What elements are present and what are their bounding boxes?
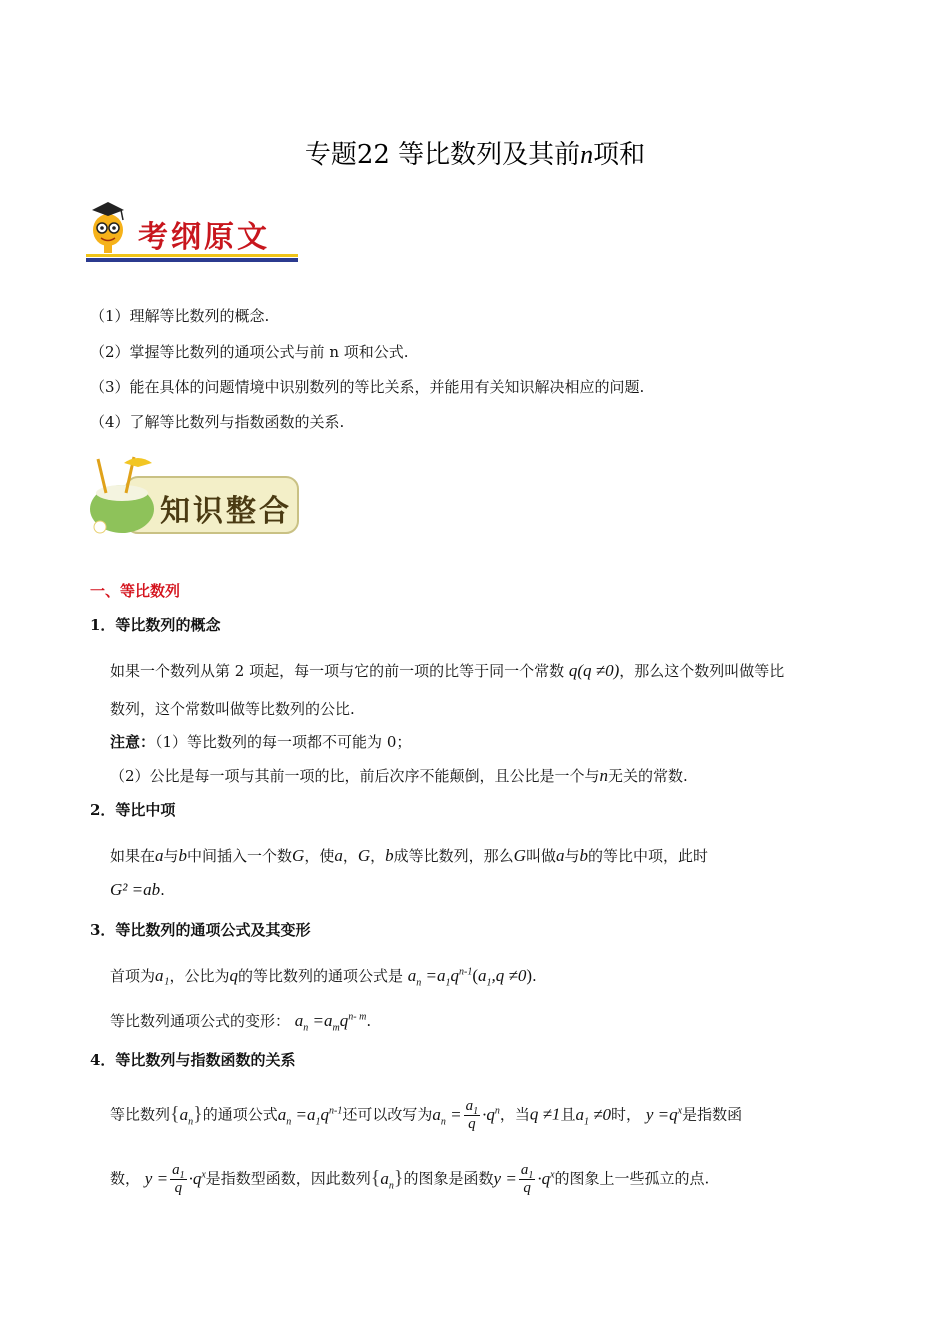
heading-geometric-mean: 2．等比中项 bbox=[90, 801, 176, 819]
general-text: 首项为 bbox=[110, 967, 156, 985]
mean-equation bbox=[110, 880, 165, 900]
variant-text: 等比数列通项公式的变形： bbox=[110, 1012, 291, 1030]
mean-text: 成等比数列，那么 bbox=[393, 847, 514, 865]
exponential-para-2 bbox=[110, 1162, 709, 1198]
exp-text: 数， bbox=[110, 1169, 141, 1188]
heading-exponential: 4．等比数列与指数函数的关系 bbox=[90, 1051, 296, 1069]
exp-text: 的图象是函数 bbox=[403, 1169, 494, 1188]
section-heading: 一、等比数列 bbox=[90, 582, 181, 600]
sequence-an: $\{a_n\}$ bbox=[170, 1102, 203, 1128]
formula-an: $a_n =a_1q^{n-1}$ bbox=[277, 1104, 343, 1128]
formula-rewrite: $a_n$ = $\frac{a_1}{q}$ $\cdot q^n$ bbox=[432, 1098, 500, 1133]
var-G: G bbox=[292, 846, 305, 865]
outline-item-2: （2）掌握等比数列的通项公式与前 n 项和公式. bbox=[90, 343, 409, 361]
mean-dot: . bbox=[160, 881, 165, 899]
heading-concept: 1．等比数列的概念 bbox=[90, 616, 221, 634]
exp-text: 是指数型函数，因此数列 bbox=[205, 1169, 371, 1188]
concept-text: 如果一个数列从第 2 项起，每一项与它的前一项的比等于同一个常数 bbox=[110, 662, 565, 680]
mean-text: ，使 bbox=[304, 847, 335, 865]
exp-type-function: y = $\frac{a_1}{q}$ $\cdot q^x$ bbox=[493, 1162, 555, 1197]
mean-text: 叫做 bbox=[525, 847, 556, 865]
general-text: 的等比数列的通项公式是 bbox=[237, 967, 403, 985]
mean-text: ， bbox=[370, 847, 386, 865]
var-b: b bbox=[579, 846, 588, 865]
mean-text: 与 bbox=[163, 847, 179, 865]
mean-para bbox=[110, 845, 708, 866]
var-b: b bbox=[385, 846, 394, 865]
outline-item-1: （1）理解等比数列的概念. bbox=[90, 307, 270, 325]
note-2-end: 无关的常数. bbox=[608, 767, 688, 785]
var-a: a bbox=[334, 846, 343, 865]
exp-text: ，当 bbox=[499, 1105, 530, 1124]
outline-item-4: （4）了解等比数列与指数函数的关系. bbox=[90, 413, 345, 431]
outline-item-3: （3）能在具体的问题情境中识别数列的等比关系，并能用有关知识解决相应的问题. bbox=[90, 378, 645, 396]
outline-badge-text: 考纲原文 bbox=[138, 220, 270, 255]
ratio-condition: q(q ≠0) bbox=[568, 661, 620, 680]
var-b: b bbox=[178, 846, 188, 865]
heading-general-term: 3．等比数列的通项公式及其变形 bbox=[90, 921, 311, 939]
concept-para-2: 数列，这个常数叫做等比数列的公比. bbox=[110, 700, 355, 718]
variant-dot: . bbox=[366, 1012, 372, 1030]
variant-formula: $a_n =a_mq^{n- m}$ bbox=[294, 1011, 367, 1034]
var-a: a bbox=[155, 846, 164, 865]
concept-text-end: ，那么这个数列叫做等比 bbox=[619, 662, 785, 680]
knowledge-badge-text: 知识整合 bbox=[160, 494, 292, 529]
mean-text: ， bbox=[342, 847, 358, 865]
note-label: 注意： bbox=[110, 733, 156, 751]
mean-text: 的等比中项，此时 bbox=[587, 847, 708, 865]
note-2 bbox=[110, 765, 688, 786]
var-G: G bbox=[357, 846, 371, 865]
exponential-para-1 bbox=[110, 1098, 742, 1134]
exp-text: 的通项公式 bbox=[202, 1105, 278, 1124]
exp-text: 等比数列 bbox=[110, 1105, 171, 1124]
knowledge-badge bbox=[86, 453, 302, 539]
title-prefix: 专题22 等比数列及其前 bbox=[304, 140, 581, 170]
exp-text: 的图象上一些孤立的点. bbox=[554, 1169, 710, 1188]
note-1 bbox=[110, 731, 411, 752]
mean-text: 与 bbox=[564, 847, 580, 865]
exp-type-function: y = $\frac{a_1}{q}$ $\cdot q^x$ bbox=[144, 1162, 206, 1197]
exp-function: $y =q^x$ bbox=[645, 1104, 683, 1124]
outline-badge bbox=[86, 196, 298, 266]
general-term-formula: $a_n =a_1q^{n-1}(a_1,q \ne 0)$ bbox=[407, 966, 533, 989]
exp-text: 且 bbox=[560, 1105, 576, 1124]
general-text: ，公比为 bbox=[169, 967, 230, 985]
mean-text: 中间插入一个数 bbox=[187, 847, 293, 865]
exp-text: 是指数函 bbox=[682, 1105, 743, 1124]
first-term: a₁ bbox=[155, 966, 170, 985]
var-a: a bbox=[555, 846, 565, 865]
cond-a1: $a_1 \ne 0$ bbox=[575, 1104, 612, 1128]
title-var: n bbox=[580, 140, 594, 169]
exp-text: 还可以改写为 bbox=[342, 1105, 433, 1124]
note-1-text: （1）等比数列的每一项都不可能为 0； bbox=[155, 733, 412, 751]
general-term-para bbox=[110, 965, 537, 989]
page-title bbox=[0, 134, 950, 171]
exp-text: 时， bbox=[611, 1105, 642, 1124]
mean-formula: G² =ab bbox=[110, 880, 161, 899]
variant-para bbox=[110, 1010, 372, 1034]
concept-para-1 bbox=[110, 660, 784, 681]
mean-text: 如果在 bbox=[110, 847, 156, 865]
note-2-var: n bbox=[599, 766, 609, 785]
var-G: G bbox=[513, 846, 526, 865]
general-dot: . bbox=[532, 967, 537, 985]
note-2-text: （2）公比是每一项与其前一项的比，前后次序不能颠倒，且公比是一个与 bbox=[110, 767, 600, 785]
ratio-var: q bbox=[229, 966, 238, 985]
sequence-an: $\{a_n\}$ bbox=[370, 1166, 404, 1192]
cond-q: q ≠1 bbox=[529, 1104, 561, 1124]
title-suffix: 项和 bbox=[593, 140, 646, 170]
